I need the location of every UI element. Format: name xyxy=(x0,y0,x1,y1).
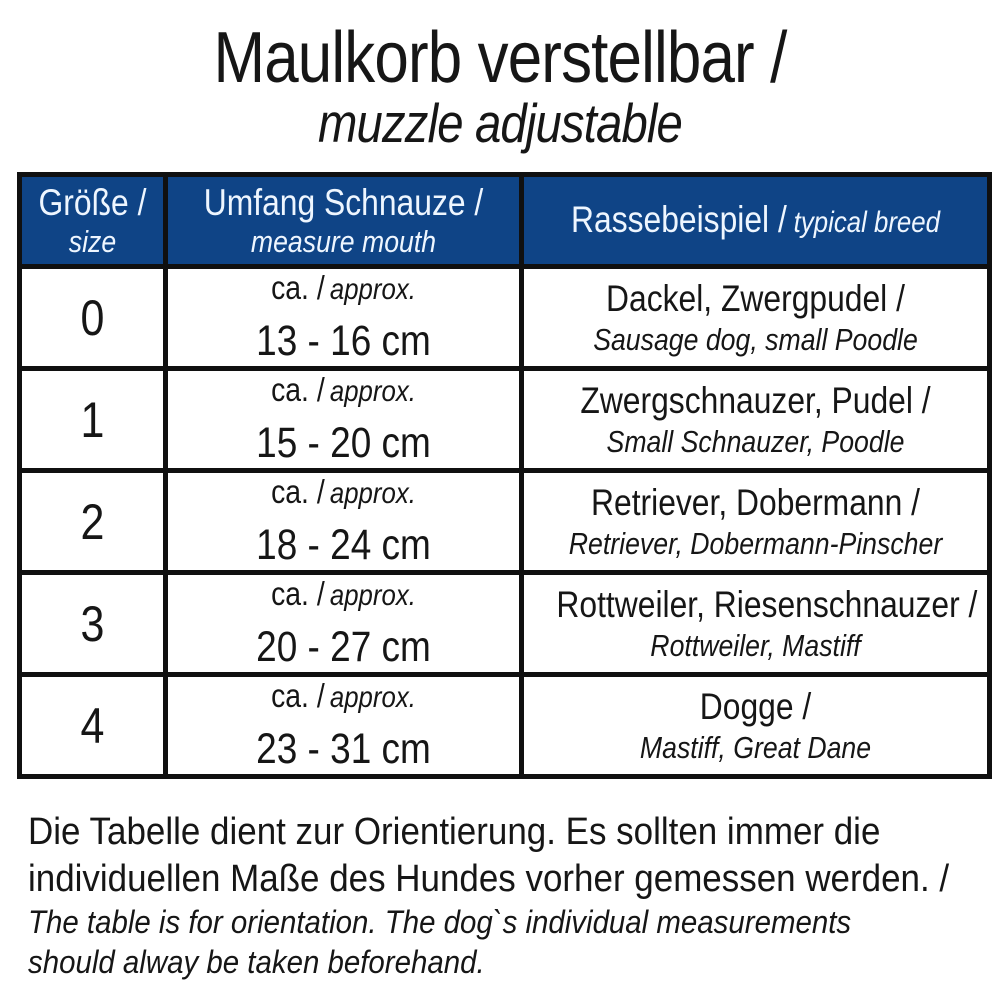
header-cell-measure xyxy=(166,175,522,267)
orientation-note xyxy=(28,809,950,982)
breed-german: Retriever, Dobermann / xyxy=(591,481,920,523)
breed-cell xyxy=(522,369,990,471)
breed-english: Small Schnauzer, Poodle xyxy=(606,424,905,460)
measurement-range: 18 - 24 cm xyxy=(256,521,431,569)
measurement-range: 20 - 27 cm xyxy=(256,623,431,671)
size-cell: 3 xyxy=(20,573,166,675)
measure-cell xyxy=(166,471,522,573)
page-title xyxy=(0,18,1000,154)
table-row-size-4 xyxy=(20,675,990,777)
breed-german: Zwergschnauzer, Pudel / xyxy=(580,379,931,421)
breed-german: Dogge / xyxy=(699,685,812,727)
size-cell: 4 xyxy=(20,675,166,777)
breed-cell xyxy=(522,471,990,573)
header-measure-german: Umfang Schnauze / xyxy=(203,182,484,224)
header-cell-size xyxy=(20,175,166,267)
breed-english: Rottweiler, Mastiff xyxy=(650,628,861,664)
note-english-line2: should alway be taken beforehand. xyxy=(28,944,485,981)
breed-cell xyxy=(522,573,990,675)
table-row-size-0 xyxy=(20,267,990,369)
measurement-range: 13 - 16 cm xyxy=(256,317,431,365)
table-row-size-1 xyxy=(20,369,990,471)
size-cell: 1 xyxy=(20,369,166,471)
note-german-line1: Die Tabelle dient zur Orientierung. Es sollten immer die xyxy=(28,811,881,853)
breed-english: Mastiff, Great Dane xyxy=(639,730,872,766)
breed-german: Dackel, Zwergpudel / xyxy=(606,277,905,319)
approx-line: ca. / approx. xyxy=(271,677,416,714)
measure-cell xyxy=(166,369,522,471)
measurement-range: 23 - 31 cm xyxy=(256,725,431,773)
size-cell: 0 xyxy=(20,267,166,369)
breed-english: Sausage dog, small Poodle xyxy=(593,322,918,358)
measure-cell xyxy=(166,675,522,777)
note-english-line1: The table is for orientation. The dog`s individual measurements xyxy=(28,904,852,941)
header-breed-german: Rassebeispiel / xyxy=(571,199,787,241)
measure-cell xyxy=(166,267,522,369)
approx-line: ca. / approx. xyxy=(271,371,416,408)
muzzle-size-table xyxy=(17,172,992,779)
header-size-german: Größe / xyxy=(38,182,147,224)
header-size-english: size xyxy=(68,223,117,259)
breed-cell xyxy=(522,675,990,777)
table-row-size-3 xyxy=(20,573,990,675)
measure-cell xyxy=(166,573,522,675)
size-cell: 2 xyxy=(20,471,166,573)
breed-german: Rottweiler, Riesenschnauzer / xyxy=(556,583,978,625)
measurement-range: 15 - 20 cm xyxy=(256,419,431,467)
header-breed-english: typical breed xyxy=(793,206,940,240)
title-english: muzzle adjustable xyxy=(318,92,682,154)
approx-line: ca. / approx. xyxy=(271,575,416,612)
breed-english: Retriever, Dobermann-Pinscher xyxy=(568,526,943,562)
breed-cell xyxy=(522,267,990,369)
approx-line: ca. / approx. xyxy=(271,473,416,510)
table-header-row xyxy=(20,175,990,267)
title-german: Maulkorb verstellbar / xyxy=(213,18,787,98)
header-measure-english: measure mouth xyxy=(250,223,437,259)
approx-line: ca. / approx. xyxy=(271,269,416,306)
table-row-size-2 xyxy=(20,471,990,573)
note-german-line2: individuellen Maße des Hundes vorher gemessen werden. / xyxy=(28,857,950,900)
header-cell-breed xyxy=(522,175,990,267)
